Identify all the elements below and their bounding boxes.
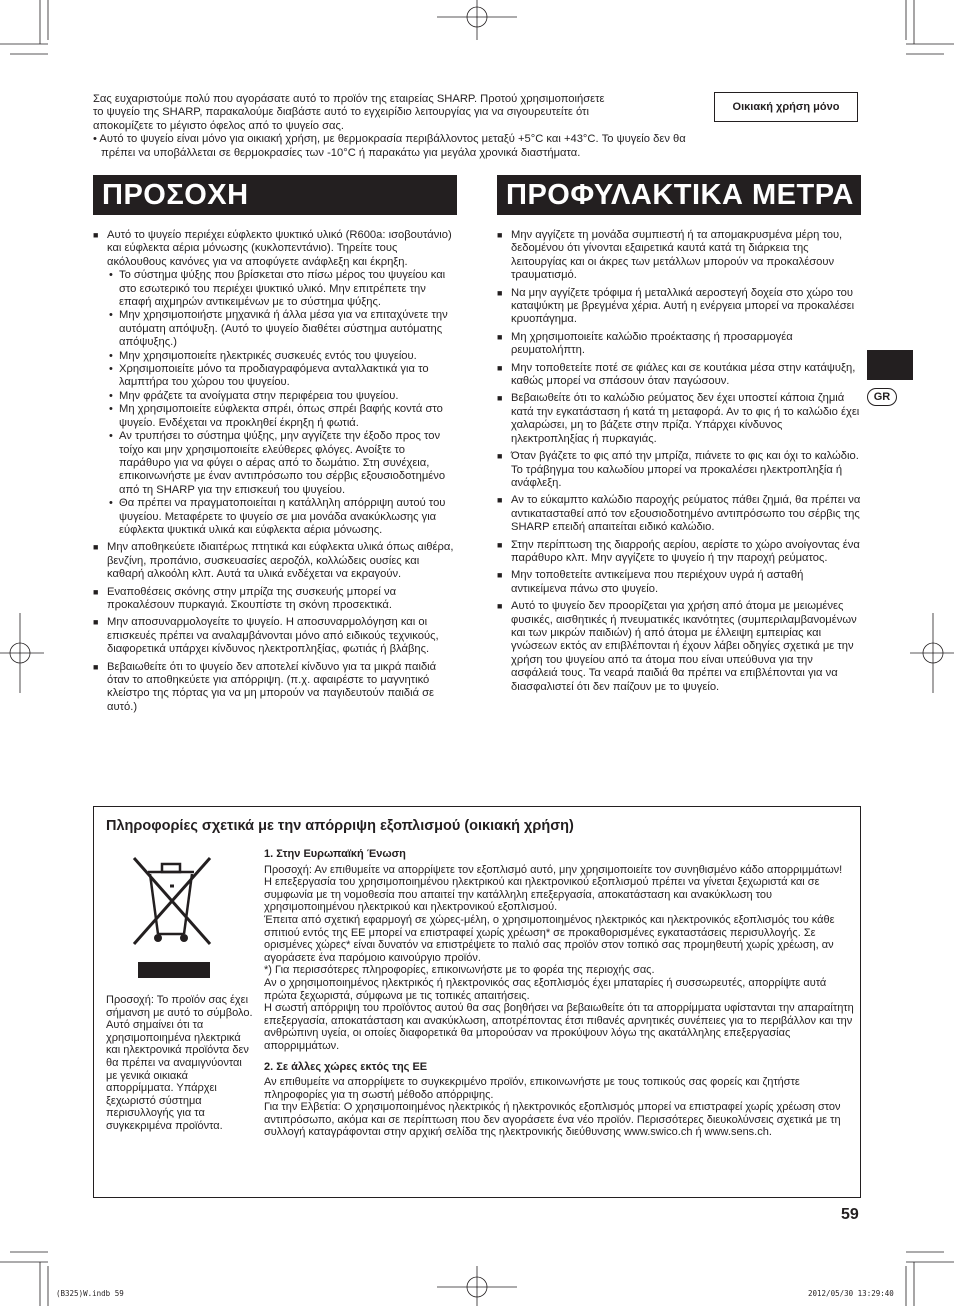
footer-filename: (B325)W.indb 59	[56, 1289, 124, 1298]
other-countries-heading: 2. Σε άλλες χώρες εκτός της ΕΕ	[264, 1060, 428, 1073]
disposal-title: Πληροφορίες σχετικά με την απόρριψη εξοπλισμού (οικιακή χρήση)	[106, 818, 574, 834]
caution-subitem: • Μην φράζετε τα ανοίγματα στην περιφέρεια του ψυγείου.	[107, 390, 455, 403]
caution-subitem: • Το σύστημα ψύξης που βρίσκεται στο πίσω μέρος του ψυγείου και στο εσωτερικό του περιέχει ψυκτικό υλικό. Μην επιτρέπετε την επαφή αιχμηρών αντικειμένων με το σύστημα ψύξης.	[107, 269, 455, 309]
precaution-item: ■ Αυτό το ψυγείο δεν προορίζεται για χρήση από άτομα με μειωμένες φυσικές, αισθητικές ή πνευματικές ικανότητες (συμπεριλαμβανομένων και των μικρών παιδιών) ή από άτομα με έλλειψη εμπειρίας και γνώσεων εκτός αν επιβλέπονται ή έχουν λάβει οδηγίες σχετικά με την χρήση του ψυγείου από τα άτομα που είναι υπεύθυνα για την ασφάλειά τους. Τα νεαρά παιδιά θα πρέπει να επιβλέπονται για να διασφαλιστεί ότι δεν παίζουν με το ψυγείο.	[497, 600, 861, 694]
precaution-item: ■ Να μην αγγίζετε τρόφιμα ή μεταλλικά αεροστεγή δοχεία στο χώρο του καταψύκτη με βρεγμένα χέρια. Αυτή η ενέργεια μπορεί να προκαλέσει κρυοπάγημα.	[497, 287, 861, 327]
page-number: 59	[841, 1206, 859, 1223]
precaution-item: ■ Αν το εύκαμπτο καλώδιο παροχής ρεύματος πάθει ζημιά, θα πρέπει να αντικατασταθεί από τον εξουσιοδοτημένο αντιπρόσωπο του σέρβις της SHARP επειδή απαιτείται ειδικό καλώδιο.	[497, 494, 861, 534]
caution-sublist	[107, 269, 455, 537]
caution-item: ■ Μην αποσυναρμολογείτε το ψυγείο. Η αποσυναρμολόγηση και οι επισκευές πρέπει να αναλαμβάνονται μόνο από ειδικούς τεχνικούς, διαφορετικά υπάρχει κίνδυνος ηλεκτροπληξίας, φωτιάς ή βλάβης.	[93, 616, 455, 656]
precaution-item: ■ Μην τοποθετείτε αντικείμενα που περιέχουν υγρά ή ασταθή αντικείμενα πάνω στο ψυγείο.	[497, 569, 861, 596]
caution-item	[93, 229, 455, 537]
caution-banner: ΠΡΟΣΟΧΗ	[93, 175, 457, 215]
eu-paragraph: Προσοχή: Αν επιθυμείτε να απορρίψετε τον εξοπλισμό αυτό, μην χρησιμοποιείτε τον συνηθισμένο κάδο απορριμμάτων!	[264, 863, 843, 876]
precaution-item: ■ Στην περίπτωση της διαρροής αερίου, αερίστε το χώρο ανοίγοντας ένα παράθυρο κλπ. Μην αγγίζετε το ψυγείο ή την παροχή ρεύματος.	[497, 539, 861, 566]
section-tab-marker	[867, 350, 913, 380]
intro-line-2: το ψυγείο της SHARP, παρακαλούμε διαβάστε αυτό το εγχειρίδιο λειτουργίας για να σιγουρευτείτε ότι	[93, 106, 589, 119]
eu-paragraph: Η επεξεργασία του χρησιμοποιημένου ηλεκτρικού και ηλεκτρονικού εξοπλισμού πρέπει να γίνεται ξεχωριστά και σε συμφωνία με τη νομοθεσία που απαιτεί την κατάλληλη επεξεργασία, αποκατάσταση και ανακύκλωση του χρησιμοποιημένου ηλεκτρικού και ηλεκτρονικού εξοπλισμού.	[264, 876, 820, 914]
intro-line-1: Σας ευχαριστούμε πολύ που αγοράσατε αυτό το προϊόν της εταιρείας SHARP. Προτού χρησιμοποιήσετε	[93, 93, 605, 105]
other-paragraph: Για την Ελβετία: Ο χρησιμοποιημένος ηλεκτρικός ή ηλεκτρονικός εξοπλισμός μπορεί να επιστραφεί χωρίς χρέωση στον αντιπρόσωπο, ακόμα και σε περίπτωση που δεν αγοράσετε ένα νέο προϊόν. Περισσότερες διευκολύνσεις σχετικά με τη συλλογή καταγράφονται στην αρχική σελίδα της ηλεκτρονικής διεύθυνσης www.swico.ch ή www.sens.ch.	[264, 1101, 841, 1139]
caution-item-text: Αυτό το ψυγείο περιέχει εύφλεκτο ψυκτικό υλικό (R600a: ισοβουτάνιο) και εύφλεκτα αέρια μόνωσης (κυκλοπεντάνιο). Τηρείτε τους ακόλουθους κανόνες για να αποφύγετε ανάφλεξη και έκρηξη.	[107, 229, 452, 268]
home-use-only-label: Οικιακή χρήση μόνο	[714, 92, 858, 122]
eu-paragraph: *) Για περισσότερες πληροφορίες, επικοινωνήστε με το φορέα της περιοχής σας.	[264, 964, 655, 977]
eu-heading: 1. Στην Ευρωπαϊκή Ένωση	[264, 848, 406, 860]
precaution-item: ■ Μη χρησιμοποιείτε καλώδιο προέκτασης ή προσαρμογέα ρευματολήπτη.	[497, 331, 861, 358]
caution-subitem: • Μην χρησιμοποιείτε ηλεκτρικές συσκευές εντός του ψυγείου.	[107, 350, 455, 363]
precautions-banner: ΠΡΟΦΥΛΑΚΤΙΚΑ ΜΕΤΡΑ	[497, 175, 861, 215]
crossed-out-bin-icon	[128, 852, 218, 982]
precaution-item: ■ Μην αγγίζετε τη μονάδα συμπιεστή ή τα απομακρυσμένα μέρη του, δεδομένου ότι γίνονται εξαιρετικά καυτά κατά τη διάρκεια της λειτουργίας και οι άκρες των μετάλλων μπορούν να προκαλέσουν τραυματισμό.	[497, 229, 861, 283]
intro-line-3: αποκομίζετε το μέγιστο όφελος από το ψυγείο σας.	[93, 119, 344, 132]
caution-item: ■ Μην αποθηκεύετε ιδιαιτέρως πτητικά και εύφλεκτα υλικά όπως αιθέρα, βενζίνη, προπάνιο, συσκευασίες αεροζόλ, κολλώδεις ουσίες και καθαρή αλκοόλη κλπ. Αυτά τα υλικά ενδέχεται να εκραγούν.	[93, 541, 455, 581]
precaution-item: ■ Μην τοποθετείτε ποτέ σε φιάλες και σε κουτάκια μέσα στην κατάψυξη, καθώς μπορεί να σπάσουν όταν παγώσουν.	[497, 362, 861, 389]
precautions-list	[497, 229, 861, 698]
intro-bullet: • Αυτό το ψυγείο είναι μόνο για οικιακή χρήση, με θερμοκρασία περιβάλλοντος μεταξύ +5°C και +43°C. Το ψυγείο δεν θα πρέπει να υποβάλλεται σε θερμοκρασίες των -10°C ή παρακάτω για μεγάλα χρονικά διαστήματα.	[93, 133, 686, 159]
caution-subitem: • Μη χρησιμοποιείτε εύφλεκτα σπρέι, όπως σπρέι βαφής κοντά στο ψυγείο. Ενδέχεται να προκληθεί έκρηξη ή φωτιά.	[107, 403, 455, 430]
caution-subitem: • Θα πρέπει να πραγματοποιείται η κατάλληλη απόρριψη αυτού του ψυγείου. Μεταφέρετε το ψυγείο σε μια μονάδα ανακύκλωσης για εύφλεκτα ψυκτικά υλικά και εύφλεκτα αέρια μόνωσης.	[107, 497, 455, 537]
intro-text	[93, 93, 713, 160]
caution-subitem: • Μην χρησιμοποιήστε μηχανικά ή άλλα μέσα για να επιταχύνετε την αυτόματη απόψυξη. (Αυτό το ψυγείο διαθέτει σύστημα αυτόματης απόψυξης.)	[107, 309, 455, 349]
eu-paragraph: Αν ο χρησιμοποιημένος ηλεκτρικός ή ηλεκτρονικός σας εξοπλισμός έχει μπαταρίες ή συσσωρευτές, απορρίψτε αυτά πρώτα ξεχωριστά, σύμφωνα με τις τοπικές απαιτήσεις.	[264, 976, 827, 1002]
eu-paragraph: Έπειτα από σχετική εφαρμογή σε χώρες-μέλη, ο χρησιμοποιημένος ηλεκτρικός και ηλεκτρονικός εξοπλισμός του κάθε σπιτιού εντός της ΕΕ μπορεί να επιστραφεί χωρίς χρέωση* σε προκαθορισμένες εγκαταστάσεις περισυλλογής. Σε ορισμένες χώρες* είναι δυνατόν να επιστρέψετε το παλιό σας προϊόν στον τοπικό σας προμηθευτή χωρίς χρέωση, αν αγοράσετε ένα παρόμοιο καινούργιο προϊόν.	[264, 913, 835, 964]
language-badge: GR	[867, 388, 897, 406]
caution-item: ■ Βεβαιωθείτε ότι το ψυγείο δεν αποτελεί κίνδυνο για τα μικρά παιδιά όταν το αποθηκεύετε για απόρριψη. (π.χ. αφαιρέστε το μαγνητικό κλείστρο της πόρτας για να μη μπορούν να παγιδευτούν παιδιά σε αυτό.)	[93, 661, 455, 715]
disposal-symbol-note: Προσοχή: Το προϊόν σας έχει σήμανση με αυτό το σύμβολο. Αυτό σημαίνει ότι τα χρησιμοποιημένα ηλεκτρικά και ηλεκτρονικά προϊόντα δεν θα πρέπει να αναμιγνύονται με γενικά οικιακά απορρίμματα. Υπάρχει ξεχωριστό σύστημα περισυλλογής για τα συγκεκριμένα προϊόντα.	[106, 994, 253, 1132]
other-paragraph: Αν επιθυμείτε να απορρίψετε το συγκεκριμένο προϊόν, επικοινωνήστε με τους τοπικούς σας φορείς και ζητήστε πληροφορίες για τη σωστή μέθοδο απόρριψης.	[264, 1076, 800, 1101]
precaution-item: ■ Όταν βγάζετε το φις από την μπρίζα, πιάνετε το φις και όχι το καλώδιο. Το τράβηγμα του καλωδίου μπορεί να προκαλέσει ηλεκτροπληξία ή ανάφλεξη.	[497, 450, 861, 490]
disposal-body	[264, 845, 854, 1139]
caution-list	[93, 229, 455, 718]
caution-subitem: • Χρησιμοποιείτε μόνο τα προδιαγραφόμενα ανταλλακτικά για το λαμπτήρα του χώρου του ψυγείου.	[107, 363, 455, 390]
caution-subitem: • Αν τρυπήσει το σύστημα ψύξης, μην αγγίζετε την έξοδο προς τον τοίχο και μην χρησιμοποιείτε ελεύθερες φλόγες. Ανοίξτε το παράθυρο για να φύγει ο αέρας από το δωμάτιο. Στη συνέχεια, επικοινωνήστε με έναν αντιπρόσωπο του σέρβις εξουσιοδοτημένο από τη SHARP για την επισκευή του ψυγείου.	[107, 430, 455, 497]
footer-datetime: 2012/05/30 13:29:40	[808, 1289, 894, 1298]
eu-paragraph: Η σωστή απόρριψη του προϊόντος αυτού θα σας βοηθήσει να βεβαιωθείτε ότι τα απορρίμματα υφίστανται την απαραίτητη επεξεργασία, αποκατάσταση και ανακύκλωση, αποτρέποντας έτσι πιθανές αρνητικές συνέπειες για το περιβάλλον και την ανθρώπινη υγεία, οι οποίες διαφορετικά θα μπορούσαν να προκύψουν λόγω της ακατάλληλης επεξεργασίας απορριμμάτων.	[264, 1002, 854, 1052]
precaution-item: ■ Βεβαιωθείτε ότι το καλώδιο ρεύματος δεν έχει υποστεί κάποια ζημιά κατά την εγκατάσταση ή κατά τη μεταφορά. Αν το φις ή το καλώδιο έχει χαλαρώσει, μη το βάζετε στην πρίζα. Υπάρχει κίνδυνος ηλεκτροπληξίας ή πυρκαγιάς.	[497, 392, 861, 446]
caution-item: ■ Εναποθέσεις σκόνης στην μπρίζα της συσκευής μπορεί να προκαλέσουν πυρκαγιά. Σκουπίστε τη σκόνη προσεκτικά.	[93, 586, 455, 613]
